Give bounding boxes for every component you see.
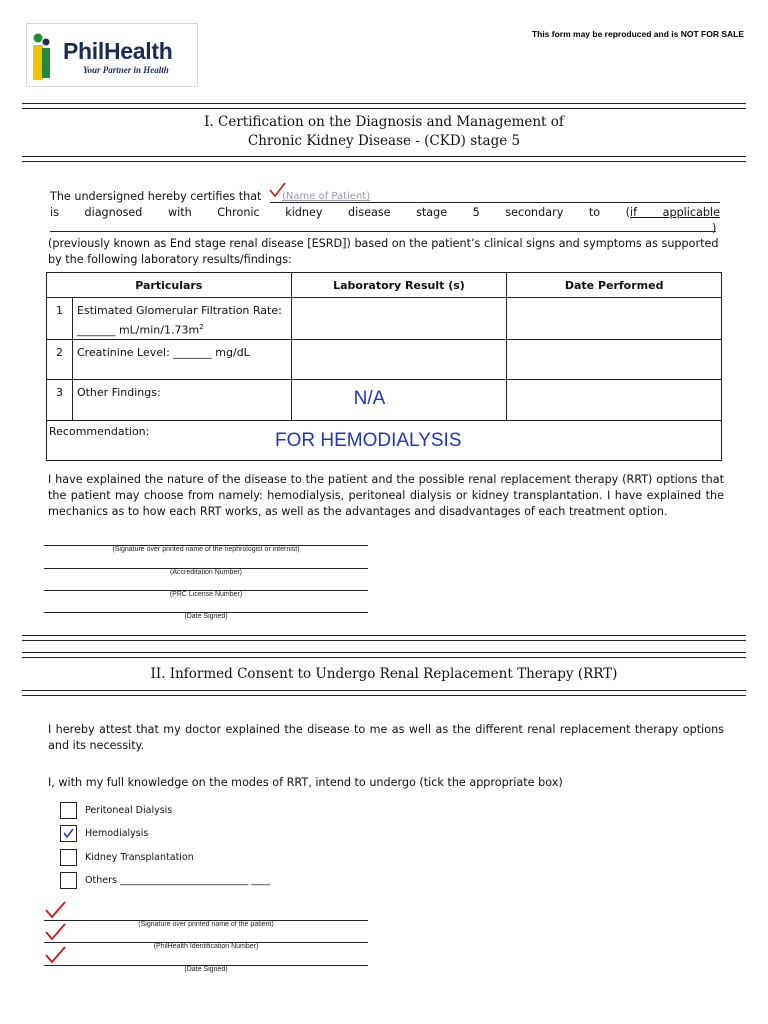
creatinine-result-cell[interactable] — [291, 339, 507, 379]
blue-check-icon — [61, 826, 76, 841]
double-rule — [22, 635, 746, 641]
attest-text: I hereby attest that my doctor explained the disease to me as well as the different renal replacement therapy options and its necessity. — [48, 723, 724, 752]
egfr-units — [77, 319, 287, 339]
prc-license-caption: (PRC License Number) — [169, 591, 243, 598]
header-date-performed: Date Performed — [507, 273, 722, 298]
double-rule — [22, 156, 746, 162]
red-check-icon — [44, 945, 68, 965]
table-row — [47, 420, 722, 460]
recommendation-cell[interactable] — [47, 420, 722, 460]
section1-title-line1: I. Certification on the Diagnosis and Management of — [204, 114, 564, 130]
checkbox-hemodialysis[interactable] — [60, 825, 77, 842]
philhealth-logo-icon — [31, 32, 61, 82]
section2-title: II. Informed Consent to Undergo Renal Replacement Therapy (RRT) — [150, 666, 618, 682]
lab-results-table — [46, 272, 722, 461]
date-signed-caption: (Date Signed) — [184, 613, 228, 620]
explanation-text: I have explained the nature of the disease to the patient and the possible renal replacement therapy (RRT) options that the patient may choose from namely: hemodialysis, peritoneal dialysis or kidney transplantation. I have explained the mechanics as to how each RRT works, as well as the advantages and disadvantages of each treatment option. — [48, 473, 724, 518]
egfr-date-cell[interactable] — [507, 298, 722, 340]
previously-known-text: (previously known as End stage renal disease [ESRD]) based on the patient’s clinical signs and symptoms as supported by the following laboratory results/findings: — [48, 237, 719, 266]
header-lab-result: Laboratory Result (s) — [291, 273, 507, 298]
close-paren: ) — [712, 222, 717, 235]
nephrologist-signature-caption: (Signature over printed name of the nephrologist or internist) — [112, 546, 300, 553]
patient-date-signed-caption: (Date Signed) — [184, 966, 228, 973]
diagnosed-text: is diagnosed with Chronic kidney disease stage 5 secondary to ( — [50, 206, 631, 219]
if-applicable-text: if applicable — [630, 206, 720, 219]
option-hemodialysis: Hemodialysis — [85, 828, 149, 839]
double-rule — [22, 690, 746, 696]
row-number: 3 — [47, 379, 73, 420]
egfr-superscript: 2 — [199, 323, 204, 331]
patient-name-field[interactable] — [270, 189, 720, 203]
creatinine-date-cell[interactable] — [507, 339, 722, 379]
recommendation-label: Recommendation: — [49, 424, 150, 438]
other-findings-result-cell[interactable] — [291, 379, 507, 420]
red-check-icon — [44, 922, 68, 942]
table-header-row — [47, 273, 722, 298]
table-row — [47, 379, 722, 420]
particular-egfr — [72, 298, 291, 340]
logo-tagline: Your Partner in Health — [83, 65, 169, 75]
red-check-icon — [268, 181, 288, 199]
option-kidney-transplantation: Kidney Transplantation — [85, 852, 194, 863]
checkbox-others[interactable] — [60, 872, 77, 889]
logo-name: PhilHealth — [63, 38, 173, 64]
section1-title-line2: Chronic Kidney Disease - (CKD) stage 5 — [247, 133, 521, 149]
particular-other-findings: Other Findings: — [72, 379, 291, 420]
philhealth-id-caption: (PhilHealth Identification Number) — [153, 943, 259, 950]
egfr-result-cell[interactable] — [291, 298, 507, 340]
secondary-cause-line — [50, 231, 716, 232]
table-row — [47, 298, 722, 340]
reproduction-notice: This form may be reproduced and is NOT FOR SALE — [531, 29, 744, 39]
certifies-prefix: The undersigned hereby certifies that — [50, 190, 262, 203]
red-check-icon — [44, 900, 68, 920]
double-rule — [22, 103, 746, 109]
philhealth-logo — [26, 23, 198, 87]
particular-creatinine: Creatinine Level: _______ mg/dL — [72, 339, 291, 379]
intend-text: I, with my full knowledge on the modes of RRT, intend to undergo (tick the appropriate box) — [48, 776, 563, 789]
recommendation-value: FOR HEMODIALYSIS — [275, 429, 462, 451]
row-number: 2 — [47, 339, 73, 379]
accreditation-number-caption: (Accreditation Number) — [170, 569, 242, 576]
option-peritoneal-dialysis: Peritoneal Dialysis — [85, 805, 173, 816]
patient-signature-caption: (Signature over printed name of the patient) — [138, 921, 274, 928]
other-findings-date-cell[interactable] — [507, 379, 722, 420]
double-rule — [22, 652, 746, 658]
egfr-units-text: _______ mL/min/1.73m — [76, 323, 200, 337]
checkbox-peritoneal-dialysis[interactable] — [60, 802, 77, 819]
other-findings-value: N/A — [353, 387, 386, 409]
patient-name-placeholder: (Name of Patient) — [282, 191, 371, 202]
header-particulars: Particulars — [47, 273, 292, 298]
option-others: Others ___________________________ ____ — [85, 875, 271, 886]
checkbox-kidney-transplantation[interactable] — [60, 849, 77, 866]
table-row — [47, 339, 722, 379]
diagnosed-line — [50, 205, 720, 221]
row-number: 1 — [47, 298, 73, 340]
egfr-label: Estimated Glomerular Filtration Rate: — [76, 304, 282, 317]
